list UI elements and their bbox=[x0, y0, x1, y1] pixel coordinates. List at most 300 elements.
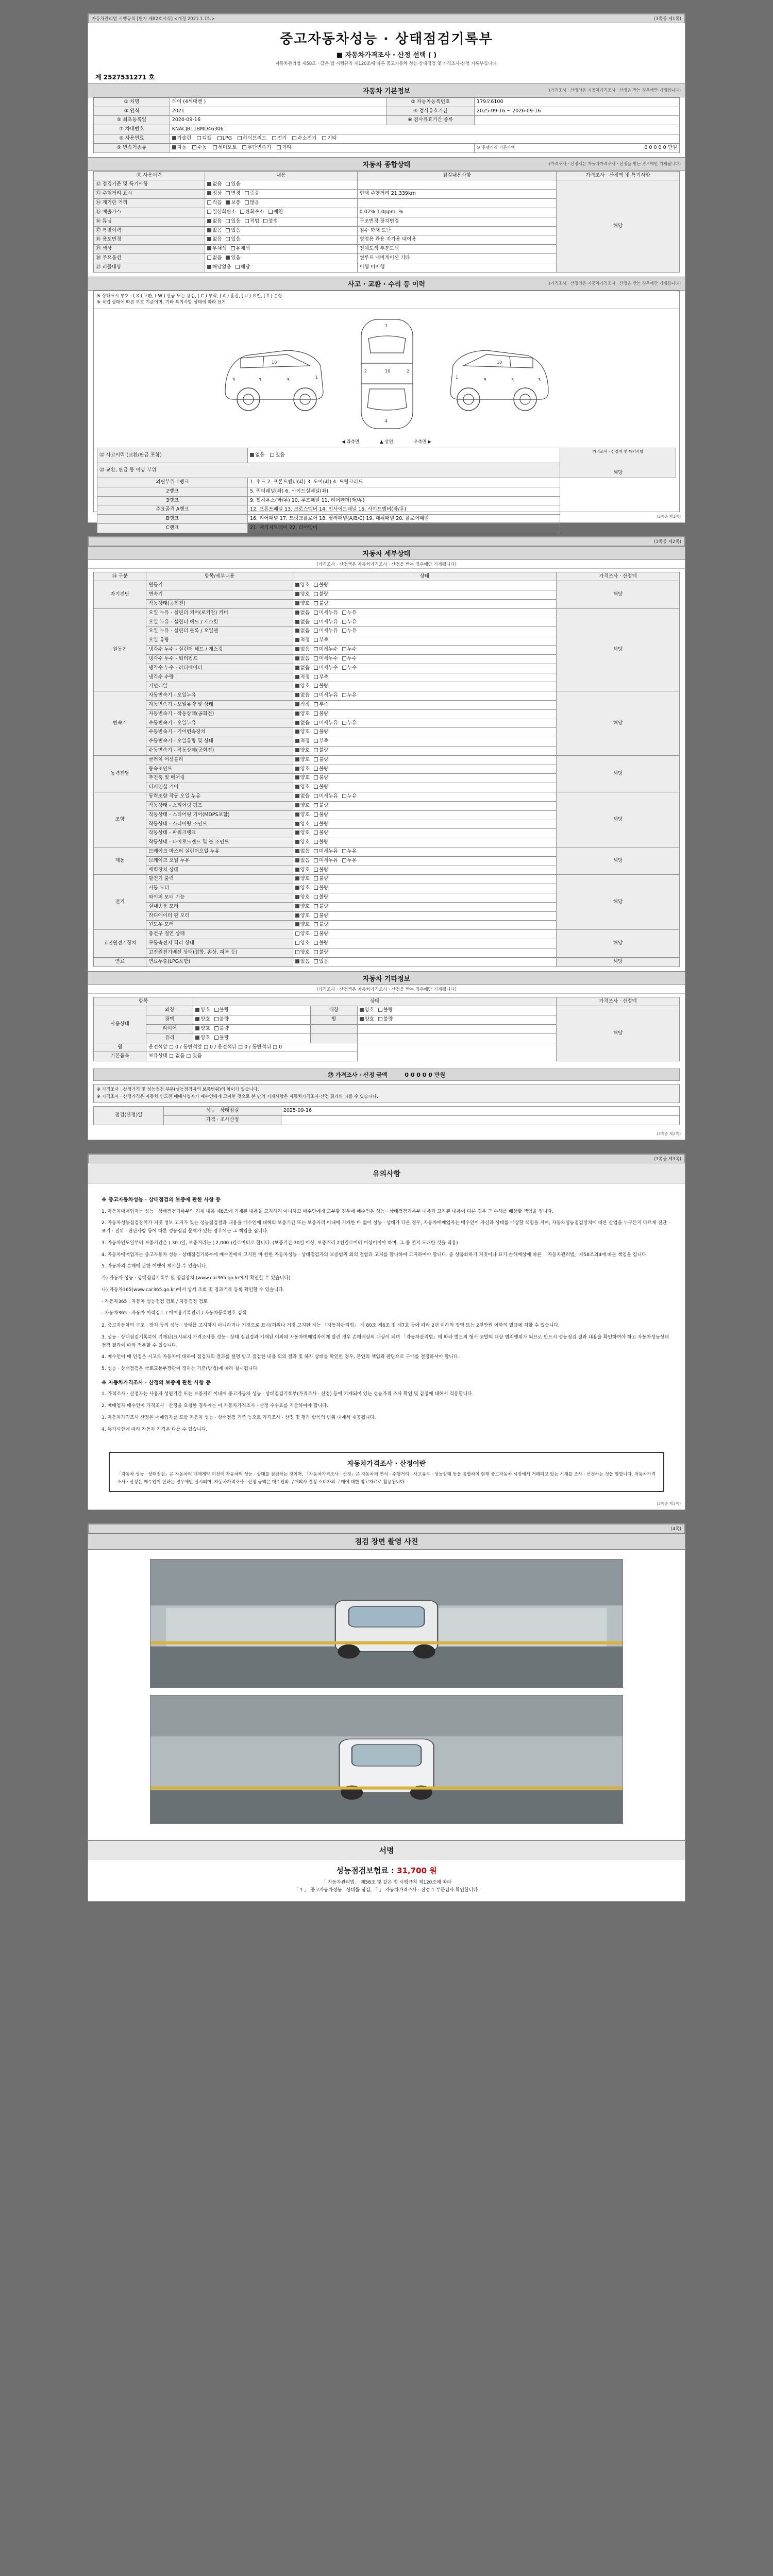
overall-row-1-option-0[interactable] bbox=[207, 191, 222, 197]
detail-g7-r1-option-1-label: 불량 bbox=[318, 940, 329, 946]
etc-row-3-option-1[interactable] bbox=[214, 1035, 229, 1042]
checkbox-icon bbox=[295, 656, 299, 660]
detail-g1-r8-option-1[interactable] bbox=[314, 683, 328, 690]
table-row bbox=[94, 1006, 680, 1015]
overall-row-8-option-1-label: 있음 bbox=[231, 255, 241, 261]
basic-label-0: ① 차명 bbox=[94, 97, 170, 107]
overall-row-9-option-0[interactable] bbox=[207, 264, 231, 271]
detail-g2-r3-option-2[interactable] bbox=[342, 720, 357, 727]
detail-g1-r8-option-0-label: 양호 bbox=[300, 683, 310, 689]
overall-row-1-option-1[interactable] bbox=[226, 191, 240, 197]
checkbox-icon bbox=[226, 191, 230, 195]
table-row bbox=[94, 691, 680, 701]
etc-row-1-b-option-0[interactable] bbox=[360, 1016, 374, 1023]
detail-g2-r0-option-0[interactable] bbox=[295, 692, 310, 699]
fuel-option-electric[interactable] bbox=[272, 135, 287, 142]
detail-g2-r2-option-0[interactable] bbox=[295, 711, 310, 718]
detail-g6-r3-option-0-label: 양호 bbox=[300, 903, 310, 909]
etc-row-1-b-option-0-label: 양호 bbox=[364, 1016, 374, 1023]
overall-row-4-note: 구조변경 장치변경 bbox=[357, 217, 557, 226]
overall-row-3-option-1-label: 탄화수소 bbox=[245, 209, 264, 215]
detail-g0-r0-option-0[interactable] bbox=[295, 582, 310, 589]
detail-g1-r5-option-2[interactable] bbox=[342, 656, 357, 663]
transmission-option-manual[interactable] bbox=[192, 145, 207, 151]
checkbox-icon bbox=[314, 583, 318, 587]
overall-row-9-options bbox=[205, 263, 358, 272]
etc-row-0-b-option-0-label: 양호 bbox=[364, 1007, 374, 1013]
checkbox-icon bbox=[295, 904, 299, 908]
fuel-option-lpg[interactable] bbox=[217, 135, 232, 142]
overall-row-2-option-1[interactable] bbox=[226, 200, 240, 207]
basic-value-2: 2020-09-16 bbox=[170, 116, 386, 125]
detail-g1-r1-option-2[interactable] bbox=[342, 619, 357, 626]
overall-row-4-option-1[interactable] bbox=[226, 218, 240, 225]
basic-label-3: ⑦ 차대번호 bbox=[94, 125, 170, 134]
detail-g1-r7-option-0[interactable] bbox=[295, 674, 310, 681]
checkbox-icon bbox=[207, 191, 211, 195]
page-4 bbox=[88, 1523, 685, 1902]
detail-g3-r1-option-1[interactable] bbox=[314, 766, 328, 773]
detail-g4-r0-option-1-label: 미세누유 bbox=[318, 793, 338, 800]
etc-row-1-b-option-1[interactable] bbox=[378, 1016, 393, 1023]
detail-g4-r0-option-2[interactable] bbox=[342, 793, 357, 800]
inspection-date-value-0: 2025-09-16 bbox=[281, 1107, 679, 1116]
accident-history-none-label: 없음 bbox=[255, 452, 265, 458]
detail-g6-r5-option-1-label: 불량 bbox=[318, 922, 329, 928]
detail-g1-r1-option-0-label: 없음 bbox=[300, 619, 310, 625]
detail-group-6-row-3-item: 실내송풍 모터 bbox=[146, 902, 293, 911]
overall-row-4-options bbox=[205, 217, 358, 226]
part-row-5-items: 21. 패키지트레이 22. 리어멤버 bbox=[247, 524, 560, 533]
basic-value-3: KNACJB11BMD46306 bbox=[170, 125, 679, 134]
detail-g4-r1-option-0-label: 양호 bbox=[300, 802, 310, 808]
fuel-option-hydrogen[interactable] bbox=[292, 135, 316, 142]
detail-g5-r0-option-1[interactable] bbox=[314, 849, 338, 855]
checkbox-icon bbox=[238, 136, 242, 140]
overall-row-1-option-0-label: 정상 bbox=[212, 191, 222, 197]
detail-g5-r1-option-2[interactable] bbox=[342, 858, 357, 865]
table-row bbox=[97, 478, 676, 487]
overall-row-2-options bbox=[205, 199, 358, 208]
detail-g6-r4-option-0[interactable] bbox=[295, 913, 310, 920]
checkbox-icon bbox=[314, 904, 318, 908]
etc-row-2-option-1[interactable] bbox=[214, 1026, 229, 1032]
detail-g6-r5-option-0[interactable] bbox=[295, 922, 310, 928]
detail-g6-r0-option-0[interactable] bbox=[295, 876, 310, 883]
checkbox-icon bbox=[226, 182, 230, 186]
declaration-title: 자동차가격조사 · 산정이란 bbox=[347, 1460, 426, 1468]
checkbox-icon bbox=[207, 237, 211, 241]
checkbox-icon bbox=[295, 739, 299, 743]
detail-g5-r0-option-2[interactable] bbox=[342, 849, 357, 855]
detail-g6-r0-option-1[interactable] bbox=[314, 876, 328, 883]
etc-row-0-b-option-1[interactable] bbox=[378, 1007, 393, 1014]
detail-g6-r2-option-0[interactable] bbox=[295, 894, 310, 901]
checkbox-icon bbox=[295, 822, 299, 826]
detail-g2-r1-option-0[interactable] bbox=[295, 702, 310, 708]
detail-col-3: 가격조사 · 산정액 bbox=[557, 572, 680, 581]
detail-g1-r2-option-2[interactable] bbox=[342, 628, 357, 635]
notice-subtitle-1: ※ 중고자동차성능 · 상태점검의 보증에 관한 사항 등 bbox=[102, 1197, 221, 1203]
overall-row-8-option-0-label: 없음 bbox=[212, 255, 222, 261]
overall-row-1-option-1-label: 변경 bbox=[231, 191, 241, 197]
detail-g8-r0-option-1[interactable] bbox=[314, 959, 328, 965]
checkbox-icon bbox=[295, 803, 299, 807]
form-header-strip-4 bbox=[88, 1524, 685, 1533]
detail-g5-r0-option-0[interactable] bbox=[295, 849, 310, 855]
detail-g1-r6-option-0[interactable] bbox=[295, 665, 310, 672]
detail-g3-r2-option-1[interactable] bbox=[314, 775, 328, 782]
part-row-1-cat: 2랭크 bbox=[97, 487, 248, 496]
checkbox-icon bbox=[295, 592, 299, 596]
detail-g4-r1-option-1[interactable] bbox=[314, 803, 328, 809]
etc-table-body bbox=[94, 1006, 680, 1061]
checkbox-icon bbox=[245, 219, 249, 223]
checkbox-icon bbox=[295, 931, 299, 936]
overall-row-0-note bbox=[357, 180, 557, 190]
checkbox-icon bbox=[195, 1008, 199, 1012]
accident-history-none[interactable] bbox=[250, 452, 264, 459]
overall-row-7-option-0[interactable] bbox=[207, 246, 227, 252]
detail-g2-r2-option-1-label: 불량 bbox=[318, 710, 329, 717]
detail-group-4-row-0-item: 동력조향 작동 오일 누유 bbox=[146, 792, 293, 802]
detail-g1-r1-option-1[interactable] bbox=[314, 619, 338, 626]
detail-group-7-row-2-options bbox=[293, 948, 557, 957]
svg-text:3: 3 bbox=[537, 378, 541, 383]
overall-row-6-option-0[interactable] bbox=[207, 236, 222, 243]
detail-g7-r0-option-0-label: 양호 bbox=[300, 931, 310, 937]
detail-group-1-row-8-item: 커먼레일 bbox=[146, 682, 293, 691]
detail-group-3-row-3-item: 디퍼렌셜 기어 bbox=[146, 783, 293, 792]
detail-g5-r1-option-1[interactable] bbox=[314, 858, 338, 865]
detail-g2-r6-option-0[interactable] bbox=[295, 748, 310, 754]
checkbox-icon bbox=[295, 647, 299, 651]
detail-g1-r2-option-1[interactable] bbox=[314, 628, 338, 635]
detail-g4-r1-option-0[interactable] bbox=[295, 803, 310, 809]
fuel-option-gasoline[interactable] bbox=[172, 135, 192, 142]
accident-price-value: 해당 bbox=[613, 470, 623, 476]
detail-g3-r1-option-0[interactable] bbox=[295, 766, 310, 773]
detail-g4-r0-option-1[interactable] bbox=[314, 793, 338, 800]
overall-row-9-option-1-label: 해당 bbox=[240, 264, 250, 270]
serial-value: 2527531271 호 bbox=[103, 73, 155, 81]
detail-g6-r4-option-1[interactable] bbox=[314, 913, 328, 920]
detail-g2-r3-option-0[interactable] bbox=[295, 720, 310, 727]
etc-standard-detail: 보유상태 □ 없음 □ 있음 bbox=[146, 1052, 357, 1061]
notice-item-b-0: 2. 중고자동차의 구조 · 장치 등의 성능 · 상태를 고지하지 아니하거나 거짓으로 표시(허위나 거짓 고지한 자는 「자동차관리법」 제 80조 제6조 및 제7호 등에 따라 2년 이하의 징역 또는 2천만원 이하의 벌금에 처할 수 있습니다. bbox=[102, 1323, 560, 1328]
detail-g6-r1-option-1[interactable] bbox=[314, 885, 328, 892]
etc-row-2-option-1-label: 불량 bbox=[219, 1025, 229, 1031]
detail-g5-r2-option-0[interactable] bbox=[295, 867, 310, 874]
detail-g2-r6-option-1[interactable] bbox=[314, 748, 328, 754]
detail-g2-r4-option-1[interactable] bbox=[314, 729, 328, 736]
overall-row-4-option-2-label: 적법 bbox=[249, 218, 260, 224]
overall-row-8-options bbox=[205, 253, 358, 263]
detail-g0-r2-option-0[interactable] bbox=[295, 601, 310, 607]
detail-g6-r3-option-1-label: 불량 bbox=[318, 903, 329, 909]
part-row-0-items: 1. 후드 2. 프론트펜더(좌) 3. 도어(좌) 4. 트렁크리드 bbox=[247, 478, 560, 487]
svg-text:2: 2 bbox=[406, 369, 409, 374]
fuel-option-etc-label: 기타 bbox=[327, 135, 337, 141]
diagram-label-top: ▲ 상면 bbox=[380, 439, 393, 445]
detail-group-4-price: 해당 bbox=[557, 792, 680, 848]
overall-row-6-option-1[interactable] bbox=[226, 236, 240, 243]
detail-g1-r3-option-1[interactable] bbox=[314, 637, 328, 644]
detail-g7-r1-option-1[interactable] bbox=[314, 940, 328, 947]
overall-row-4-option-3[interactable] bbox=[263, 218, 278, 225]
detail-g1-r0-option-1[interactable] bbox=[314, 610, 338, 617]
overall-row-7-note: 전체도색 부분도색 bbox=[357, 245, 557, 254]
detail-g6-r5-option-1[interactable] bbox=[314, 922, 328, 928]
detail-g6-r3-option-1[interactable] bbox=[314, 904, 328, 910]
detail-g7-r0-option-0[interactable] bbox=[295, 931, 310, 938]
detail-g3-r2-option-0[interactable] bbox=[295, 775, 310, 782]
detail-g1-r3-option-0[interactable] bbox=[295, 637, 310, 644]
overall-row-0-option-0[interactable] bbox=[207, 181, 222, 188]
etc-row-0-options bbox=[193, 1006, 310, 1015]
overall-row-3-option-2[interactable] bbox=[268, 209, 283, 216]
overall-row-3-option-1[interactable] bbox=[240, 209, 264, 216]
detail-g0-r2-option-1[interactable] bbox=[314, 601, 328, 607]
page-2-footer: (3쪽중 제2쪽) bbox=[657, 1131, 681, 1136]
page-3-footer: (3쪽중 제3쪽) bbox=[657, 1501, 681, 1506]
detail-g4-r2-option-0[interactable] bbox=[295, 812, 310, 819]
detail-g1-r7-option-1[interactable] bbox=[314, 674, 328, 681]
detail-group-2-row-4-item: 수동변속기 - 기어변속장치 bbox=[146, 728, 293, 737]
checkbox-icon bbox=[314, 868, 318, 872]
inspection-date-label-0: 성능 · 상태점검 bbox=[164, 1107, 281, 1116]
detail-g7-r1-option-0-label: 양호 bbox=[300, 940, 310, 946]
etc-row-3-option-0[interactable] bbox=[195, 1035, 210, 1042]
detail-g4-r2-option-1[interactable] bbox=[314, 812, 328, 819]
detail-g4-r0-option-0[interactable] bbox=[295, 793, 310, 800]
detail-g5-r2-option-1[interactable] bbox=[314, 867, 328, 874]
detail-group-4-name: 조향 bbox=[94, 792, 146, 848]
overall-row-7-option-1[interactable] bbox=[231, 246, 250, 252]
detail-g2-r0-option-1[interactable] bbox=[314, 692, 338, 699]
table-row bbox=[97, 448, 676, 463]
detail-group-0-price: 해당 bbox=[557, 581, 680, 608]
detail-g3-r3-option-1-label: 불량 bbox=[318, 784, 329, 790]
detail-g1-r1-option-0[interactable] bbox=[295, 619, 310, 626]
overall-row-4-option-2[interactable] bbox=[245, 218, 259, 225]
detail-g3-r2-option-1-label: 불량 bbox=[318, 775, 329, 781]
detail-g0-r1-option-0[interactable] bbox=[295, 591, 310, 598]
etc-row-2-option-0-label: 양호 bbox=[200, 1025, 210, 1031]
svg-text:3: 3 bbox=[232, 378, 235, 383]
serial-row bbox=[88, 70, 685, 83]
checkbox-icon bbox=[295, 583, 299, 587]
detail-g7-r2-option-0[interactable] bbox=[295, 950, 310, 956]
etc-row-0-b-option-0[interactable] bbox=[360, 1007, 374, 1014]
checkbox-icon bbox=[295, 886, 299, 890]
overall-row-2-option-0[interactable] bbox=[207, 200, 222, 207]
checkbox-icon bbox=[314, 775, 318, 779]
detail-g1-r6-option-2[interactable] bbox=[342, 665, 357, 672]
overall-col-1: 내용 bbox=[205, 171, 358, 180]
diagram-label-right: 우측면 ▶ bbox=[413, 439, 431, 445]
fee-label: 성능점검보험료 : bbox=[336, 1866, 394, 1876]
table-row bbox=[94, 1116, 680, 1125]
detail-g6-r3-option-0[interactable] bbox=[295, 904, 310, 910]
checkbox-icon bbox=[295, 785, 299, 789]
detail-g8-r0-option-0[interactable] bbox=[295, 959, 310, 965]
transmission-option-auto[interactable] bbox=[172, 145, 187, 151]
etc-row-2-option-0[interactable] bbox=[195, 1026, 210, 1032]
detail-g0-r0-option-1[interactable] bbox=[314, 582, 328, 589]
checkbox-icon bbox=[214, 1008, 219, 1012]
detail-table bbox=[93, 572, 680, 967]
detail-g2-r5-option-1[interactable] bbox=[314, 738, 328, 745]
detail-g1-r4-option-2[interactable] bbox=[342, 647, 357, 653]
detail-g3-r3-option-1[interactable] bbox=[314, 784, 328, 791]
checkbox-icon bbox=[195, 1036, 199, 1040]
checkbox-icon bbox=[295, 730, 299, 734]
detail-g1-r0-option-2[interactable] bbox=[342, 610, 357, 617]
detail-g2-r5-option-1-label: 부족 bbox=[318, 738, 329, 744]
page-1 bbox=[88, 13, 685, 531]
overall-row-8-option-0[interactable] bbox=[207, 255, 222, 262]
detail-g5-r1-option-0[interactable] bbox=[295, 858, 310, 865]
detail-table-body bbox=[94, 581, 680, 967]
diagram-label-left: ◀ 좌측면 bbox=[342, 439, 360, 445]
checkbox-icon bbox=[295, 638, 299, 642]
overall-row-2-option-2[interactable] bbox=[245, 200, 259, 207]
detail-group-4-row-5-item: 작동상태 - 타이로드엔드 및 볼 조인트 bbox=[146, 838, 293, 848]
detail-group-1-row-3-options bbox=[293, 636, 557, 646]
transmission-option-etc[interactable] bbox=[277, 145, 291, 151]
transmission-option-cvt[interactable] bbox=[242, 145, 271, 151]
detail-g4-r5-option-0[interactable] bbox=[295, 839, 310, 846]
detail-group-6-row-2-item: 와이퍼 모터 기능 bbox=[146, 893, 293, 903]
fuel-option-diesel[interactable] bbox=[197, 135, 211, 142]
detail-group-0-row-1-item: 변속기 bbox=[146, 590, 293, 600]
detail-g1-r5-option-1[interactable] bbox=[314, 656, 338, 663]
detail-g2-r0-option-2[interactable] bbox=[342, 692, 357, 699]
detail-g7-r0-option-1[interactable] bbox=[314, 931, 328, 938]
fee-note-line-2: 「 1 」 중고자동차성능 · 상태를 점검, 「 」 자동차가격조사 · 산정 1 부문검사 확인합니다. bbox=[294, 1887, 479, 1893]
detail-g6-r1-option-0[interactable] bbox=[295, 885, 310, 892]
detail-g3-r3-option-0[interactable] bbox=[295, 784, 310, 791]
overall-row-4-option-0[interactable] bbox=[207, 218, 222, 225]
detail-g7-r1-option-0[interactable] bbox=[295, 940, 310, 947]
fuel-option-etc[interactable] bbox=[322, 135, 337, 142]
detail-g4-r3-option-1[interactable] bbox=[314, 821, 328, 828]
etc-row-0-option-0[interactable] bbox=[195, 1007, 210, 1014]
overall-row-5-option-1[interactable] bbox=[226, 228, 240, 234]
overall-col-3: 가격조사 · 산정액 및 특기사항 bbox=[557, 171, 680, 180]
detail-g1-r0-option-0-label: 없음 bbox=[300, 609, 310, 616]
etc-row-1-option-0[interactable] bbox=[195, 1016, 210, 1023]
detail-group-1-row-7-item: 냉각수 수량 bbox=[146, 673, 293, 682]
detail-group-1-row-6-options bbox=[293, 664, 557, 673]
form-header-strip bbox=[88, 14, 685, 23]
detail-g0-r1-option-1[interactable] bbox=[314, 591, 328, 598]
detail-g3-r0-option-1[interactable] bbox=[314, 757, 328, 764]
overall-row-6-name: ⑱ 용도변경 bbox=[94, 235, 205, 245]
mileage-base-cell bbox=[475, 143, 680, 152]
result-note-1: ※ 가격조사 · 산정가격 및 성능점검 부분(성능점검자의 보증범위)의 차이가 있습니다. bbox=[97, 1087, 259, 1093]
etc-row-0-b-option-1-label: 불량 bbox=[383, 1007, 393, 1013]
detail-group-4-row-3-item: 작동상태 - 스티어링 조인트 bbox=[146, 820, 293, 829]
detail-g2-r2-option-1[interactable] bbox=[314, 711, 328, 718]
detail-g4-r5-option-1[interactable] bbox=[314, 839, 328, 846]
detail-group-2-row-0-item: 자동변속기 - 오일누유 bbox=[146, 691, 293, 701]
detail-g2-r5-option-0[interactable] bbox=[295, 738, 310, 745]
section-band-detail-label: 자동차 세부상태 bbox=[362, 550, 411, 558]
checkbox-icon bbox=[314, 767, 318, 771]
overall-row-5-option-0[interactable] bbox=[207, 228, 222, 234]
detail-g2-r3-option-1[interactable] bbox=[314, 720, 338, 727]
transmission-option-semi[interactable] bbox=[213, 145, 237, 151]
overall-row-3-option-0[interactable] bbox=[207, 209, 236, 216]
checkbox-icon bbox=[314, 858, 318, 862]
checkbox-icon bbox=[172, 145, 176, 149]
detail-g1-r6-option-1-label: 미세누수 bbox=[318, 665, 338, 671]
detail-g1-r0-option-0[interactable] bbox=[295, 610, 310, 617]
detail-g1-r2-option-0[interactable] bbox=[295, 628, 310, 635]
basic-info-section bbox=[88, 97, 685, 157]
overall-row-1-option-2[interactable] bbox=[245, 191, 259, 197]
detail-g1-r7-option-0-label: 적정 bbox=[300, 674, 310, 680]
etc-row-2-item2 bbox=[310, 1024, 357, 1033]
checkbox-icon bbox=[314, 611, 318, 615]
part-row-2-items: 9. 휠하우스(좌/우) 10. 루프패널 11. 리어펜더(좌/우) bbox=[247, 496, 560, 505]
notice-item-a-4: 5. 자동차의 손해에 관한 이행이 제기할 수 있습니다. bbox=[102, 1264, 208, 1269]
detail-g7-r2-option-1[interactable] bbox=[314, 950, 328, 956]
detail-g1-r6-option-1[interactable] bbox=[314, 665, 338, 672]
detail-group-2-row-2-options bbox=[293, 709, 557, 719]
etc-row-0-option-1[interactable] bbox=[214, 1007, 229, 1014]
overall-row-9-option-1[interactable] bbox=[236, 264, 250, 271]
accident-history-yes-label: 있음 bbox=[275, 452, 285, 458]
checkbox-icon bbox=[314, 794, 318, 798]
detail-g1-r5-option-0[interactable] bbox=[295, 656, 310, 663]
checkbox-icon bbox=[207, 200, 211, 205]
svg-text:1: 1 bbox=[315, 375, 318, 380]
form-header-strip-2 bbox=[88, 537, 685, 546]
accident-history-yes[interactable] bbox=[270, 452, 284, 459]
fuel-option-hybrid[interactable] bbox=[238, 135, 266, 142]
overall-row-8-option-1[interactable] bbox=[226, 255, 240, 262]
checkbox-icon bbox=[295, 629, 299, 633]
checkbox-icon bbox=[207, 182, 211, 186]
detail-g2-r1-option-1[interactable] bbox=[314, 702, 328, 708]
detail-g4-r4-option-0[interactable] bbox=[295, 830, 310, 837]
table-header-row bbox=[94, 997, 680, 1006]
checkbox-icon bbox=[295, 666, 299, 670]
detail-g1-r4-option-1[interactable] bbox=[314, 647, 338, 653]
inspection-photo-1-image bbox=[150, 1560, 623, 1687]
detail-g5-r2-option-1-label: 불량 bbox=[318, 867, 329, 873]
page-subtitle: ■ 자동차가격조사 · 산정 선택 ( ) bbox=[336, 52, 437, 59]
overall-col-2: 점검내용사항 bbox=[357, 171, 557, 180]
checkbox-icon bbox=[314, 629, 318, 633]
checkbox-icon bbox=[342, 858, 346, 862]
section-band-accident-label: 사고 · 교환 · 수리 등 이력 bbox=[347, 280, 426, 289]
detail-g4-r3-option-0[interactable] bbox=[295, 821, 310, 828]
detail-g4-r4-option-1[interactable] bbox=[314, 830, 328, 837]
etc-row-1-option-1[interactable] bbox=[214, 1016, 229, 1023]
detail-g1-r8-option-0[interactable] bbox=[295, 683, 310, 690]
detail-g6-r0-option-1-label: 불량 bbox=[318, 876, 329, 882]
car-side-view-left-diagram bbox=[210, 314, 339, 433]
detail-g1-r4-option-0[interactable] bbox=[295, 647, 310, 653]
detail-g2-r4-option-0[interactable] bbox=[295, 729, 310, 736]
detail-g3-r0-option-0[interactable] bbox=[295, 757, 310, 764]
overall-row-0-option-1[interactable] bbox=[226, 181, 240, 188]
detail-g6-r2-option-1[interactable] bbox=[314, 894, 328, 901]
